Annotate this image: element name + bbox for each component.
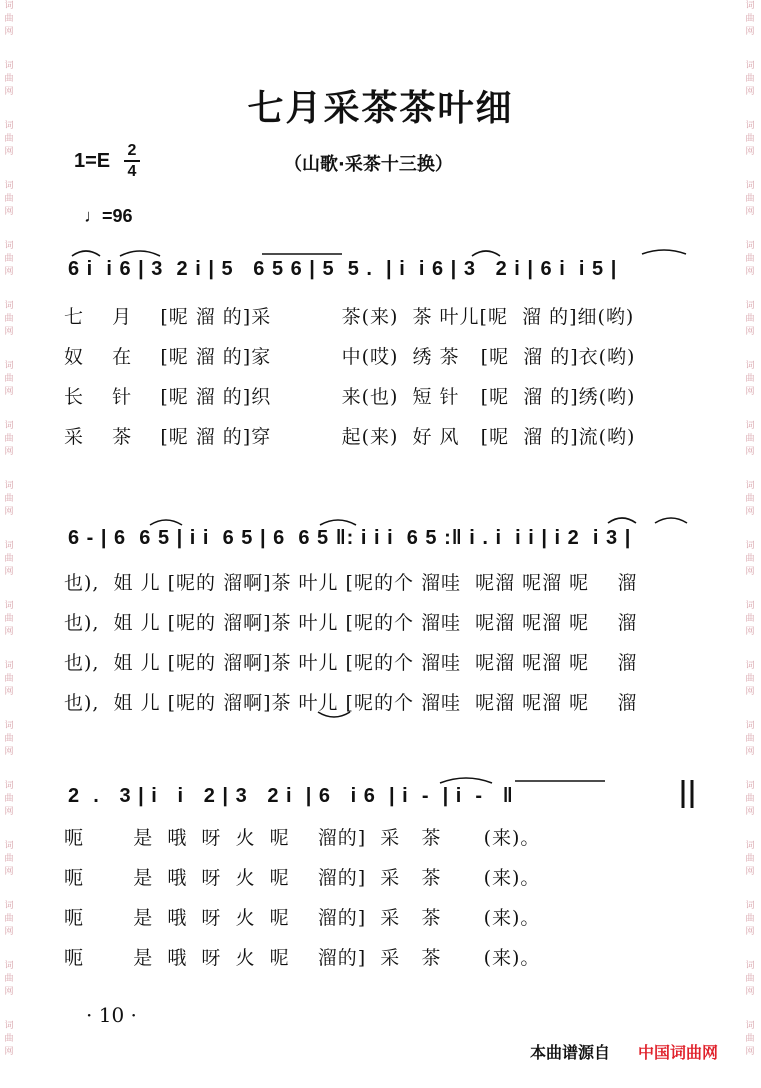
slur-mark <box>608 518 636 523</box>
lyric-line-3-4: 呃 是 哦 呀 火 呢 溜的] 采 茶 (来)。 <box>64 947 541 969</box>
watermark-stamp: 词 曲 网 <box>4 421 14 457</box>
slur-mark <box>440 778 492 783</box>
watermark-stamp: 词 曲 网 <box>745 121 755 157</box>
watermark-stamp: 词 曲 网 <box>745 361 755 397</box>
watermark-stamp: 词 曲 网 <box>4 1 14 37</box>
watermark-stamp: 词 曲 网 <box>4 601 14 637</box>
slur-mark <box>72 251 100 256</box>
watermark-stamp: 词 曲 网 <box>745 1 755 37</box>
slur-mark <box>150 520 182 525</box>
slur-mark <box>472 251 500 256</box>
lyric-line-2-4: 也), 姐 儿 [呢的 溜啊]茶 叶儿 [呢的个 溜哇 呢溜 呢溜 呢 溜 <box>64 692 638 714</box>
slur-mark <box>320 520 356 525</box>
lyric-line-3-3: 呃 是 哦 呀 火 呢 溜的] 采 茶 (来)。 <box>64 907 541 929</box>
watermark-stamp: 词 曲 网 <box>4 1021 14 1057</box>
watermark-stamp: 词 曲 网 <box>4 61 14 97</box>
watermark-stamp: 词 曲 网 <box>745 841 755 877</box>
slur-mark <box>120 251 160 256</box>
lyric-line-2-3: 也), 姐 儿 [呢的 溜啊]茶 叶儿 [呢的个 溜哇 呢溜 呢溜 呢 溜 <box>64 652 638 674</box>
watermark-stamp: 词 曲 网 <box>745 481 755 517</box>
watermark-stamp: 词 曲 网 <box>4 661 14 697</box>
lyric-line-1-3: 长 针 [呢 溜 的]织 来(也) 短 针 [呢 溜 的]绣(哟) <box>64 386 636 408</box>
watermark-stamp: 词 曲 网 <box>745 241 755 277</box>
watermark-stamp: 词 曲 网 <box>4 901 14 937</box>
watermark-stamp: 词 曲 网 <box>745 301 755 337</box>
watermark-stamp: 词 曲 网 <box>4 721 14 757</box>
lyric-slur-mark <box>318 712 350 717</box>
watermark-stamp: 词 曲 网 <box>4 481 14 517</box>
time-signature-top: 2 <box>127 142 137 159</box>
watermark-stamp: 词 曲 网 <box>4 301 14 337</box>
lyric-line-1-1: 七 月 [呢 溜 的]采 茶(来) 茶 叶儿[呢 溜 的]细(哟) <box>64 306 635 328</box>
genre-subtitle: （山歌·采茶十三换） <box>284 154 453 175</box>
watermark-stamp: 词 曲 网 <box>4 781 14 817</box>
watermark-stamp: 词 曲 网 <box>745 421 755 457</box>
watermark-stamp: 词 曲 网 <box>4 361 14 397</box>
watermark-stamp: 词 曲 网 <box>4 541 14 577</box>
notation-line-1: 6 i i 6 | 3 2 i | 5 6 5 6 | 5 5 . | i i 6 | 3 2 i | 6 i i 5 | <box>68 258 618 280</box>
lyric-line-1-2: 奴 在 [呢 溜 的]家 中(哎) 绣 茶 [呢 溜 的]衣(哟) <box>64 346 636 368</box>
source-label: 本曲谱源自 <box>530 1043 611 1062</box>
lyric-line-2-2: 也), 姐 儿 [呢的 溜啊]茶 叶儿 [呢的个 溜哇 呢溜 呢溜 呢 溜 <box>64 612 638 634</box>
watermark-stamp: 词 曲 网 <box>745 781 755 817</box>
site-name[interactable]: 中国词曲网 <box>638 1043 719 1062</box>
notation-line-2: 6 - | 6 6 5 | i i 6 5 | 6 6 5 ‖: i i i 6 5 :‖ i . i i i | i 2 i 3 | <box>68 527 632 549</box>
lyric-line-3-1: 呃 是 哦 呀 火 呢 溜的] 采 茶 (来)。 <box>64 827 541 849</box>
watermark-stamp: 词 曲 网 <box>4 241 14 277</box>
watermark-stamp: 词 曲 网 <box>745 601 755 637</box>
key-signature: 1=E <box>74 150 111 172</box>
watermark-stamp: 词 曲 网 <box>4 961 14 997</box>
tempo-marking: ♩=96 <box>84 206 133 226</box>
watermark-stamp: 词 曲 网 <box>745 661 755 697</box>
lyric-line-3-2: 呃 是 哦 呀 火 呢 溜的] 采 茶 (来)。 <box>64 867 541 889</box>
watermark-stamp: 词 曲 网 <box>745 721 755 757</box>
watermark-stamp: 词 曲 网 <box>745 1021 755 1057</box>
notation-line-3: 2 . 3 | i i 2 | 3 2 i | 6 i 6 | i - | i - ‖ <box>68 785 514 807</box>
page-number: · 10 · <box>86 1003 137 1027</box>
song-title: 七月采茶茶叶细 <box>247 87 514 129</box>
watermark-stamp: 词 曲 网 <box>4 841 14 877</box>
watermark-stamp: 词 曲 网 <box>4 121 14 157</box>
watermark-stamp: 词 曲 网 <box>745 181 755 217</box>
watermark-stamp: 词 曲 网 <box>745 61 755 97</box>
slur-mark <box>642 250 686 254</box>
lyric-line-2-1: 也), 姐 儿 [呢的 溜啊]茶 叶儿 [呢的个 溜哇 呢溜 呢溜 呢 溜 <box>64 572 638 594</box>
slur-mark <box>655 518 687 523</box>
watermark-stamp: 词 曲 网 <box>745 541 755 577</box>
watermark-stamp: 词 曲 网 <box>745 961 755 997</box>
watermark-stamp: 词 曲 网 <box>4 181 14 217</box>
time-signature-bottom: 4 <box>127 163 137 180</box>
watermark-stamp: 词 曲 网 <box>745 901 755 937</box>
lyric-line-1-4: 采 茶 [呢 溜 的]穿 起(来) 好 风 [呢 溜 的]流(哟) <box>64 426 636 448</box>
